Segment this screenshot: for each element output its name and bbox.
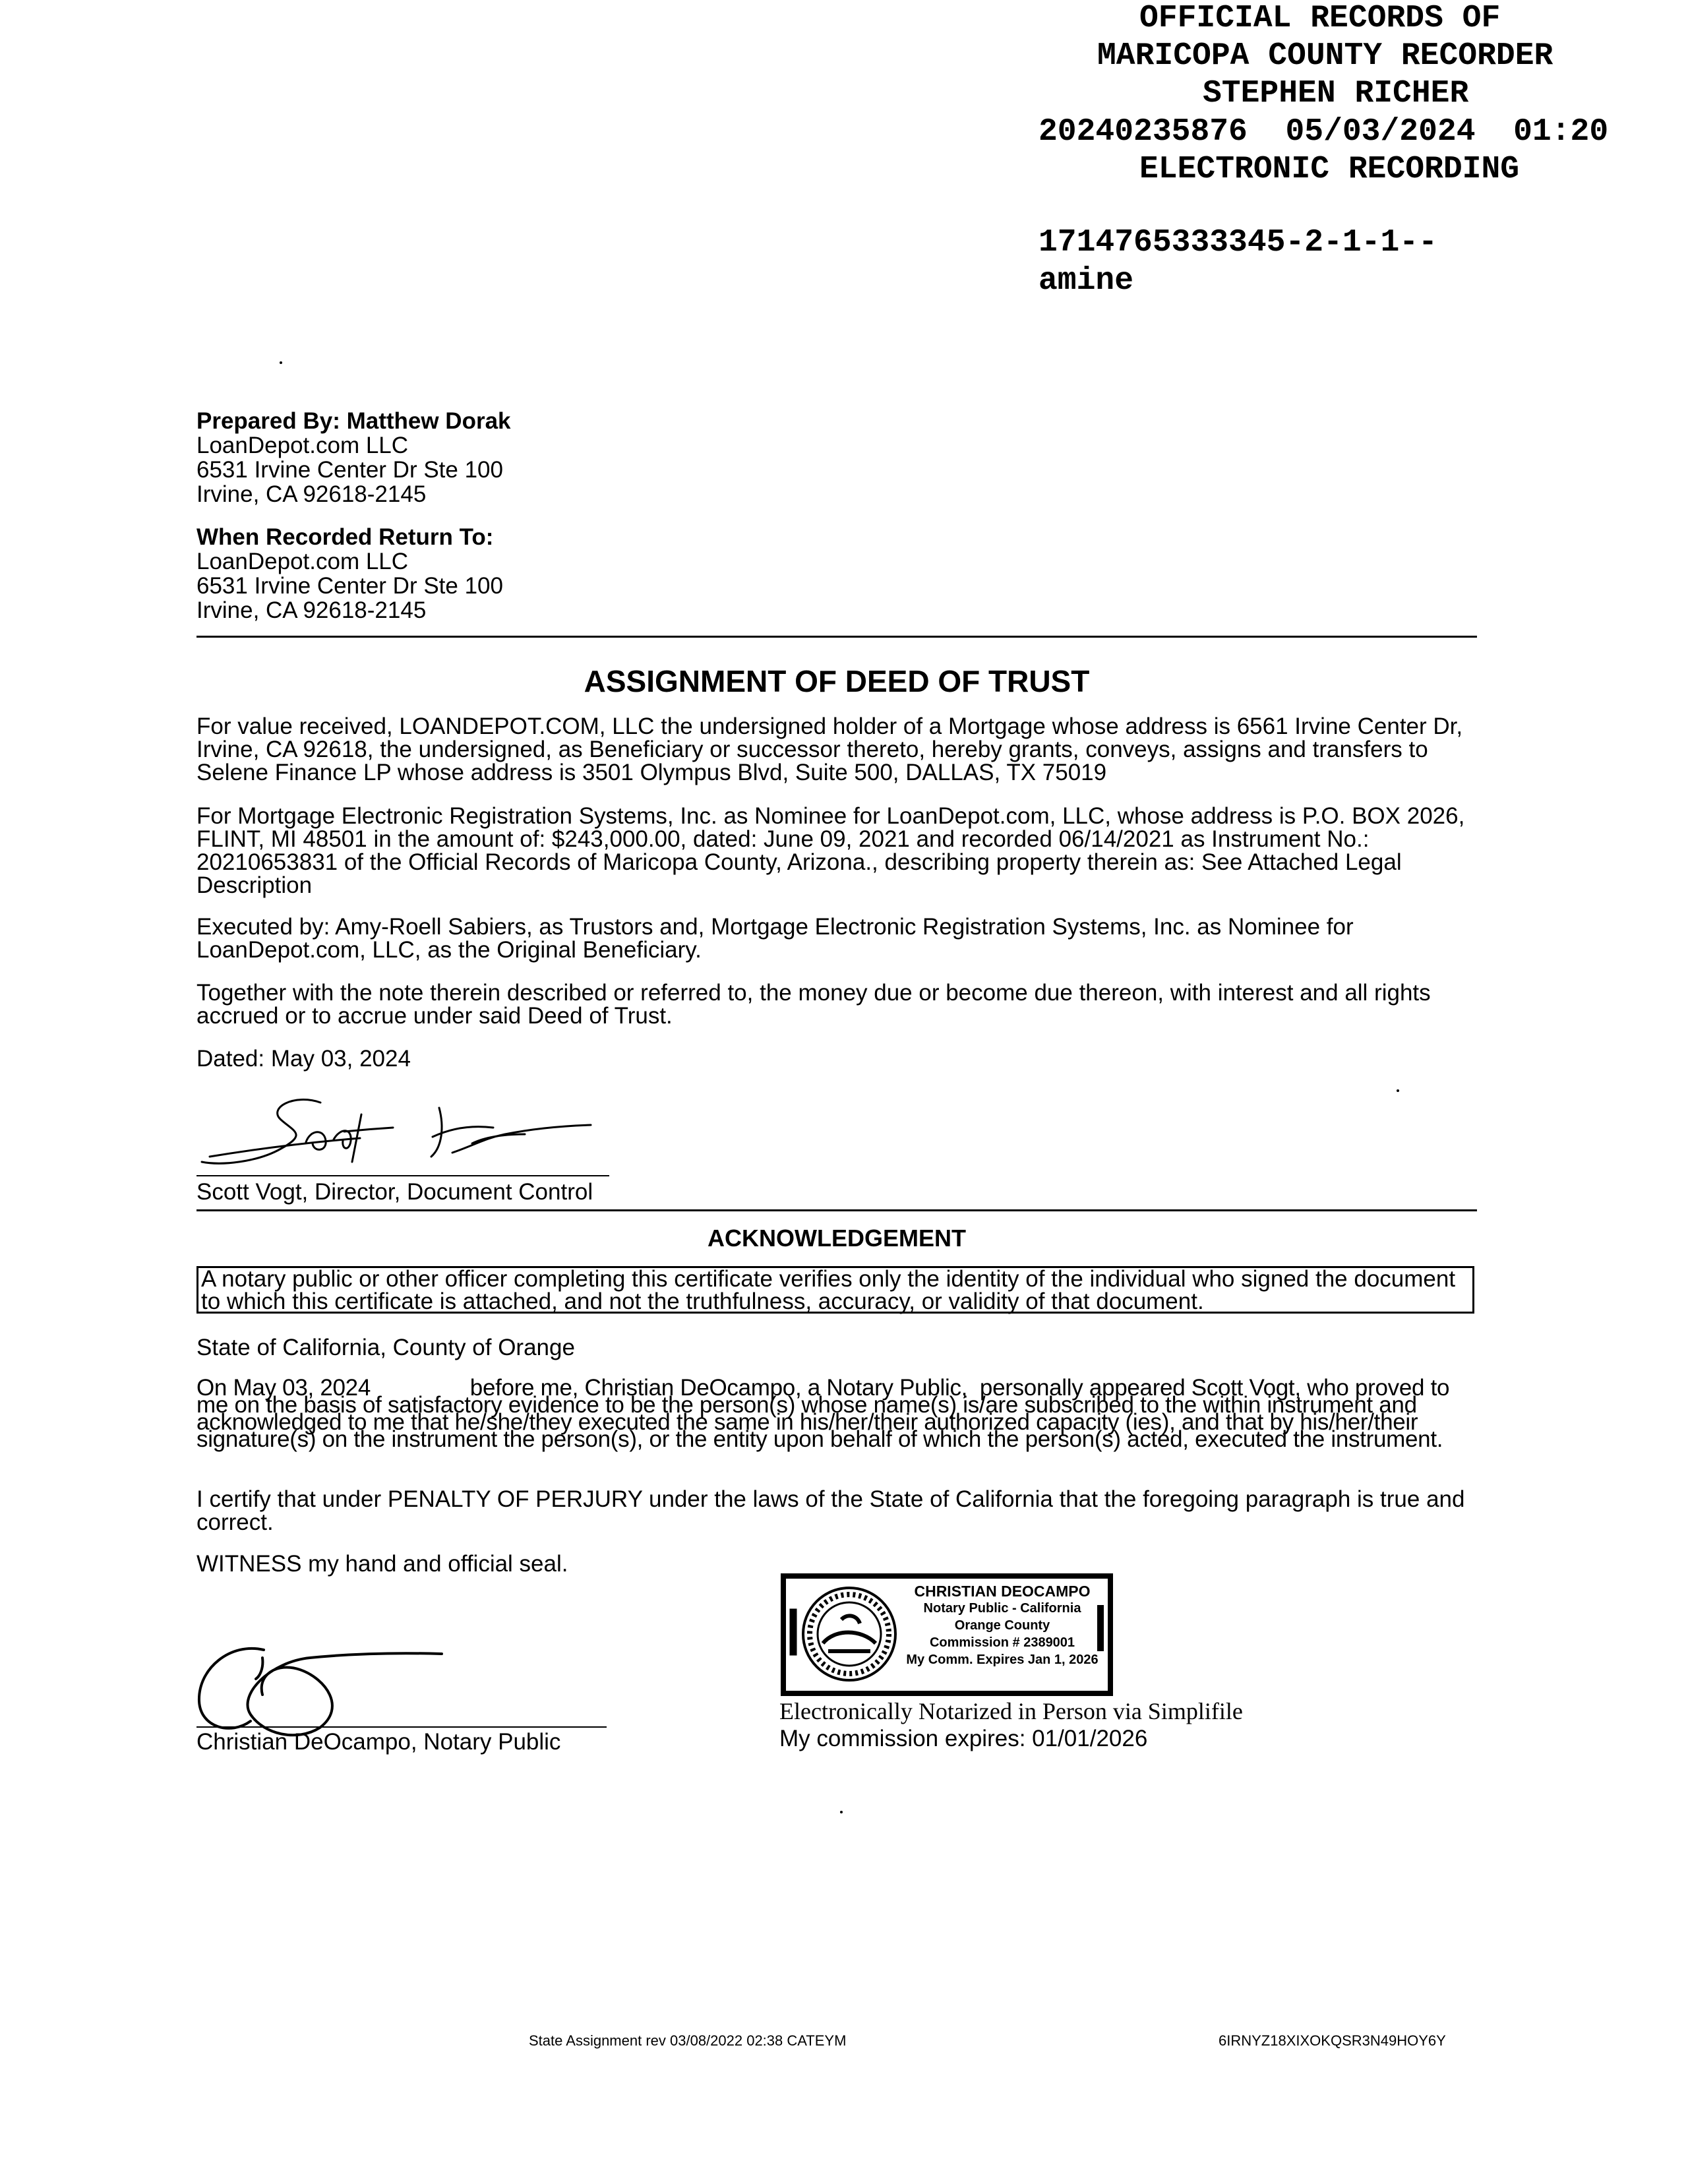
- paragraph-instrument: For Mortgage Electronic Registration Systems, Inc. as Nominee for LoanDepot.com, LLC, whose address is P.O. BOX 2026, FLINT, MI 48501 in the amount of: $243,000.00, dated: June 09, 2021 and recorded 06/14/2021 as Instrument No.: 20210653831 of the Official Records of Maricopa County, Arizona., describing property therein as: See Attached Legal Description: [196, 803, 1465, 898]
- stray-mark: [1397, 1089, 1399, 1092]
- footer-document-code: 6IRNYZ18XIXOKQSR3N49HOY6Y: [1219, 2032, 1446, 2049]
- stamp-line-4: 20240235876 05/03/2024 01:20: [1039, 114, 1609, 150]
- notary-seal: [781, 1573, 1113, 1696]
- stamp-line-7: amine: [1039, 263, 1134, 299]
- seal-edge: [1097, 1605, 1104, 1651]
- stamp-line-6: 1714765333345-2-1-1--: [1039, 225, 1437, 260]
- seal-expires: My Comm. Expires Jan 1, 2026: [906, 1653, 1099, 1667]
- electronic-notarization-note: Electronically Notarized in Person via Simplifile: [779, 1698, 1243, 1724]
- acknowledgement-body: On May 03, 2024 before me, Christian DeOcampo, a Notary Public, personally appeared Scott Vogt, who proved to me on the basis of satisfactory evidence to be the person(s) whose name(s) is/are subscribed to the within instrument and acknowledged to me that he/she/they executed the same in his/her/their authorized capacity (ies), and that by his/her/their signature(s) on the instrument the person(s), or the entity upon behalf of which the person(s) acted, executed the instrument.: [196, 1375, 1456, 1452]
- seal-county: Orange County: [954, 1618, 1050, 1633]
- signer-name: Scott Vogt, Director, Document Control: [196, 1179, 593, 1205]
- state-seal-icon: [789, 1583, 901, 1688]
- signature-line: [196, 1175, 609, 1176]
- seal-title: Notary Public - California: [923, 1601, 1081, 1616]
- notary-notice: A notary public or other officer completing this certificate verifies only the identity of the individual who signed the document to which this certificate is attached, and not the truthfulness, accuracy, or validity of that document.: [201, 1266, 1456, 1314]
- paragraph-grant: For value received, LOANDEPOT.COM, LLC the undersigned holder of a Mortgage whose address is 6561 Irvine Center Dr, Irvine, CA 92618, the undersigned, as Beneficiary or successor thereto, hereby grants, conveys, assigns and transfers to Selene Finance LP whose address is 3501 Olympus Blvd, Suite 500, DALLAS, TX 75019: [196, 713, 1463, 785]
- document-title: ASSIGNMENT OF DEED OF TRUST: [584, 664, 1090, 698]
- notary-signature-line: [196, 1726, 607, 1728]
- return-to-company: LoanDepot.com LLC: [196, 549, 409, 574]
- stray-mark: [840, 1811, 843, 1813]
- seal-text: [903, 1583, 1101, 1668]
- return-to-block: [196, 525, 503, 622]
- paragraph-executed: Executed by: Amy-Roell Sabiers, as Trustors and, Mortgage Electronic Registration Systems, Inc. as Nominee for LoanDepot.com, LLC, as the Original Beneficiary.: [196, 914, 1354, 963]
- return-to-street: 6531 Irvine Center Dr Ste 100: [196, 573, 503, 599]
- seal-name: CHRISTIAN DEOCAMPO: [914, 1583, 1091, 1600]
- stamp-line-2: MARICOPA COUNTY RECORDER: [1097, 38, 1553, 74]
- commission-expires: My commission expires: 01/01/2026: [779, 1726, 1148, 1751]
- stray-mark: [280, 361, 282, 364]
- return-to-label: When Recorded Return To:: [196, 524, 494, 550]
- stamp-line-1: OFFICIAL RECORDS OF: [1139, 1, 1501, 36]
- acknowledgement-title: ACKNOWLEDGEMENT: [708, 1225, 966, 1252]
- dated: Dated: May 03, 2024: [196, 1046, 411, 1072]
- divider: [196, 636, 1477, 638]
- prepared-by-block: [196, 409, 511, 506]
- divider: [196, 1209, 1477, 1211]
- footer-form-id: State Assignment rev 03/08/2022 02:38 CATEYM: [529, 2032, 847, 2049]
- signature-scott-vogt: [195, 1088, 617, 1174]
- notary-notice-box: [196, 1266, 1474, 1314]
- prepared-by-city: Irvine, CA 92618-2145: [196, 481, 427, 507]
- prepared-by-label: Prepared By: Matthew Dorak: [196, 408, 511, 434]
- witness-statement: WITNESS my hand and official seal.: [196, 1551, 568, 1577]
- notary-signer-name: Christian DeOcampo, Notary Public: [196, 1729, 561, 1755]
- prepared-by-street: 6531 Irvine Center Dr Ste 100: [196, 457, 503, 483]
- paragraph-note: Together with the note therein described or referred to, the money due or become due thereon, with interest and all rights accrued or to accrue under said Deed of Trust.: [196, 980, 1431, 1029]
- perjury-statement: I certify that under PENALTY OF PERJURY under the laws of the State of California that the foregoing paragraph is true and correct.: [196, 1486, 1465, 1535]
- seal-commission: Commission # 2389001: [929, 1635, 1075, 1650]
- venue: State of California, County of Orange: [196, 1335, 575, 1360]
- stamp-line-3: STEPHEN RICHER: [1203, 76, 1469, 111]
- return-to-city: Irvine, CA 92618-2145: [196, 597, 427, 623]
- prepared-by-company: LoanDepot.com LLC: [196, 433, 409, 458]
- signature-christian-deocampo: [191, 1635, 455, 1741]
- stamp-line-5: ELECTRONIC RECORDING: [1139, 152, 1520, 187]
